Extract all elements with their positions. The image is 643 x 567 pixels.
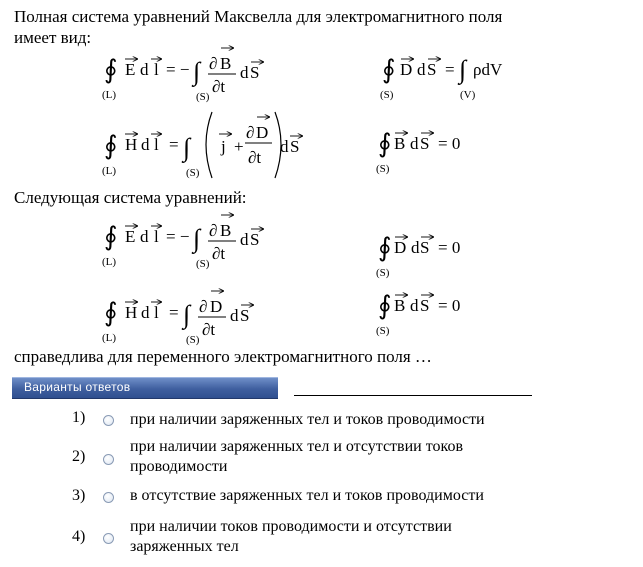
eq-minus: = − [166,227,190,246]
ending-text: справедлива для переменного электромагнитного поля … [14,347,432,366]
equation-ampere-sys [100,283,300,350]
vec-l: l [154,303,159,322]
option-2-number: 2) [72,448,86,465]
partial-t: ∂t [212,244,226,263]
vec-S: S [250,63,260,82]
rho-dv: ρdV [473,60,503,79]
sym-d: d [410,296,419,315]
left-paren [206,112,212,178]
vec-H: H [125,303,138,322]
label-S: (S) [376,163,390,175]
equation-ampere-sys-graphic [100,283,300,345]
equation-ampere-full-graphic [100,108,320,188]
option-3-radio[interactable] [103,492,114,503]
integral-sign: ∫ [193,57,201,86]
sym-d: d [417,60,426,79]
equation-gauss-d-sys-graphic [374,222,514,282]
vec-B: B [394,296,406,315]
sym-d: d [140,227,149,246]
contour-integral-sign: ∮ [382,55,396,84]
middle-text: Следующая система уравнений: [14,188,247,207]
partial: ∂ [199,297,208,316]
vec-S: S [420,296,430,315]
integral-sign: ∫ [183,133,191,162]
option-4-radio[interactable] [103,533,114,544]
equation-faraday-full-graphic [100,42,300,104]
contour-integral-sign: ∮ [378,291,392,320]
option-3-label[interactable] [130,486,550,506]
option-3-number: 3) [72,487,86,504]
contour-integral-sign: ∮ [104,55,118,84]
option-1-label[interactable] [130,410,550,430]
answers-header-label: Варианты ответов [24,380,131,394]
option-1-line1: при наличии заряженных тел и токов проводимости [130,411,485,428]
vec-E: E [125,60,136,79]
option-2-label[interactable] [130,437,550,477]
option-2-line1: при наличии заряженных тел и отсутствии токов [130,438,464,455]
label-L: (L) [102,256,117,268]
option-4-label[interactable] [130,517,550,557]
vec-D: D [400,60,413,79]
equation-faraday-sys [100,207,300,274]
sym-d: d [141,303,150,322]
vec-H: H [125,135,138,154]
equation-gauss-b-sys-graphic [374,280,514,340]
vec-S: S [240,306,250,325]
label-S: (S) [380,89,394,101]
integral-sign: ∫ [193,224,201,253]
eq-zero: = 0 [438,134,461,153]
equation-gauss-b-sys [374,280,514,345]
equation-gauss-b-full [374,118,514,183]
eq: = [169,303,179,322]
vec-l: l [154,227,159,246]
option-3-line1: в отсутствие заряженных тел и токов проводимости [130,487,484,504]
contour-integral-sign: ∮ [104,131,118,160]
vec-S: S [290,137,300,156]
integral-sign: ∫ [459,55,467,84]
intro-line-2: имеет вид: [14,28,92,47]
partial-t: ∂t [248,148,262,167]
vec-D: D [210,297,223,316]
vec-l: l [154,60,159,79]
vec-E: E [125,227,136,246]
label-S: (S) [186,167,200,179]
vec-j: j [221,137,226,156]
vec-D: D [256,123,269,142]
equation-ampere-full [100,108,320,193]
vec-S: S [250,230,260,249]
option-2-line2: проводимости [130,458,228,475]
label-L: (L) [102,89,117,101]
intro-line-1: Полная система уравнений Максвелла для электромагнитного поля [14,7,503,26]
option-4-line2: заряженных тел [130,538,239,555]
sym-d: d [240,63,249,82]
equation-gauss-d-sys [374,222,514,287]
answer-input-line [294,395,532,396]
eq-minus: = − [166,60,190,79]
contour-integral-sign: ∮ [104,222,118,251]
label-L: (L) [102,332,117,344]
partial-t: ∂t [202,320,216,339]
label-L: (L) [102,165,117,177]
option-4-number: 4) [72,528,86,545]
sym-d: d [141,135,150,154]
label-S: (S) [196,91,210,103]
integral-sign: ∫ [183,300,191,329]
partial: ∂ [246,123,255,142]
equation-faraday-full [100,42,300,109]
contour-integral-sign: ∮ [378,233,392,262]
vec-S: S [420,134,430,153]
partial-t: ∂t [212,77,226,96]
vec-B: B [220,54,232,73]
vec-S: S [427,60,437,79]
equation-gauss-d-full [378,42,538,109]
option-1-number: 1) [72,409,86,426]
label-S: (S) [186,334,200,346]
equation-gauss-d-full-graphic [378,42,538,104]
vec-S: S [420,238,430,257]
eq-zero: = 0 [438,238,461,257]
vec-B: B [220,221,232,240]
contour-integral-sign: ∮ [378,129,392,158]
option-1-radio[interactable] [103,415,114,426]
equation-faraday-sys-graphic [100,207,300,269]
sym-d: d [411,238,420,257]
sym-d: d [280,137,289,156]
answers-header-bar [12,377,278,399]
eq: = [445,60,455,79]
vec-B: B [394,134,406,153]
label-V: (V) [460,89,476,101]
partial: ∂ [209,221,218,240]
option-4-line1: при наличии токов проводимости и отсутствии [130,518,452,535]
label-S: (S) [196,258,210,270]
partial: ∂ [209,54,218,73]
eq: = [169,135,179,154]
equation-gauss-b-full-graphic [374,118,514,178]
sym-d: d [140,60,149,79]
sym-d: d [410,134,419,153]
eq-zero: = 0 [438,296,461,315]
sym-d: d [240,230,249,249]
contour-integral-sign: ∮ [104,298,118,327]
vec-D: D [394,238,407,257]
plus: + [234,137,244,156]
sym-d: d [230,306,239,325]
option-2-radio[interactable] [103,454,114,465]
vec-l: l [154,135,159,154]
label-S: (S) [376,267,390,279]
label-S: (S) [376,325,390,337]
